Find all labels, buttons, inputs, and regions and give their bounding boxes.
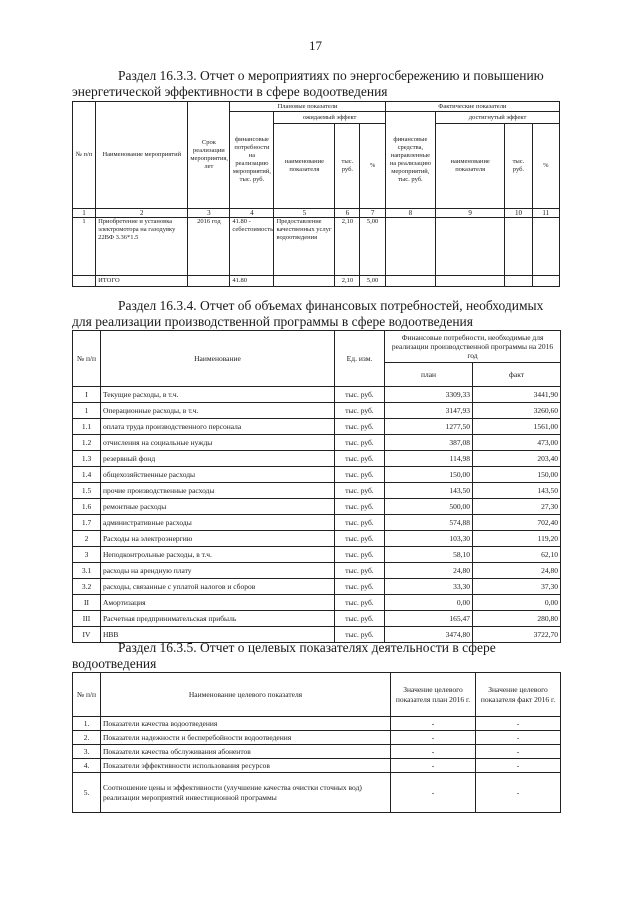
row-num: 5. xyxy=(73,773,101,813)
row-fact: 3441,90 xyxy=(473,387,561,403)
row-indicator-name: Показатели эффективности использования ресурсов xyxy=(101,759,391,773)
row-fact: 280,80 xyxy=(473,611,561,627)
row-num: 1.1 xyxy=(73,419,101,435)
header-measure-name: Наименование мероприятий xyxy=(96,102,188,209)
row-name: расходы, связанные с уплатой налогов и сборов xyxy=(101,579,335,595)
row-unit: тыс. руб. xyxy=(335,563,385,579)
row-num: 2 xyxy=(73,531,101,547)
row-plan: 3147,93 xyxy=(385,403,473,419)
row-num: I xyxy=(73,387,101,403)
header-expected-effect: ожидаемый эффект xyxy=(274,112,385,124)
row-fact: 24,80 xyxy=(473,563,561,579)
header-plan: план xyxy=(385,363,473,387)
row-plan-value: - xyxy=(391,731,476,745)
row-plan-value: - xyxy=(391,717,476,731)
row-unit: тыс. руб. xyxy=(335,435,385,451)
row-num: 1.6 xyxy=(73,499,101,515)
header-funds-spent: финансовые средства, направленные на реализацию мероприятий, тыс. руб. xyxy=(385,112,435,209)
table-row xyxy=(73,435,561,451)
header-num: № п/п xyxy=(73,331,101,387)
row-name: расходы на арендную плату xyxy=(101,563,335,579)
header-term: Срок реализации мероприятия, лет xyxy=(188,102,230,209)
row-fact-value: - xyxy=(476,759,561,773)
energy-saving-measures-table xyxy=(72,101,560,287)
measure-indicator: Предоставление качественных услуг водоотведения xyxy=(274,218,335,276)
row-plan: 114,98 xyxy=(385,451,473,467)
row-fact: 119,20 xyxy=(473,531,561,547)
col-number: 3 xyxy=(188,209,230,218)
col-number: 9 xyxy=(436,209,505,218)
row-fact-value: - xyxy=(476,731,561,745)
row-name: оплата труда производственного персонала xyxy=(101,419,335,435)
row-name: административные расходы xyxy=(101,515,335,531)
table-row xyxy=(73,515,561,531)
row-plan: 24,80 xyxy=(385,563,473,579)
row-num: 3. xyxy=(73,745,101,759)
row-unit: тыс. руб. xyxy=(335,595,385,611)
col-number: 11 xyxy=(532,209,559,218)
total-financing: 41.80 xyxy=(230,276,274,287)
row-plan-value: - xyxy=(391,773,476,813)
row-plan: 500,00 xyxy=(385,499,473,515)
row-num: 1. xyxy=(73,717,101,731)
header-fact: факт xyxy=(473,363,561,387)
table-row xyxy=(73,595,561,611)
header-thousand-rub: тыс. руб. xyxy=(335,124,360,209)
row-plan: 1277,50 xyxy=(385,419,473,435)
header-num: № п/п xyxy=(73,102,96,209)
header-percent: % xyxy=(360,124,385,209)
header-indicator-name: Наименование целевого показателя xyxy=(101,673,391,717)
section-1-heading-line-2: энергетической эффективности в сфере водоотведения xyxy=(72,84,388,99)
table-row xyxy=(73,717,561,731)
table-row xyxy=(73,579,561,595)
measure-num: 1 xyxy=(73,218,96,276)
row-num: 3.1 xyxy=(73,563,101,579)
row-name: общехозяйственные расходы xyxy=(101,467,335,483)
row-unit: тыс. руб. xyxy=(335,451,385,467)
row-plan: 165,47 xyxy=(385,611,473,627)
row-name: отчисления на социальные нужды xyxy=(101,435,335,451)
col-number: 5 xyxy=(274,209,335,218)
row-indicator-name: Показатели качества обслуживания абонентов xyxy=(101,745,391,759)
table-row xyxy=(73,531,561,547)
row-unit: тыс. руб. xyxy=(335,499,385,515)
row-plan: 143,50 xyxy=(385,483,473,499)
row-name: Операционные расходы, в т.ч. xyxy=(101,403,335,419)
row-plan: 58,10 xyxy=(385,547,473,563)
table-row xyxy=(73,731,561,745)
total-rub: 2,10 xyxy=(335,276,360,287)
table-row xyxy=(73,451,561,467)
row-fact: 62,10 xyxy=(473,547,561,563)
row-fact: 3722,70 xyxy=(473,627,561,643)
row-name: Амортизация xyxy=(101,595,335,611)
row-num: 2. xyxy=(73,731,101,745)
table-row xyxy=(73,547,561,563)
row-name: НВВ xyxy=(101,627,335,643)
table-row xyxy=(73,745,561,759)
section-3-heading-line-1: Раздел 16.3.5. Отчет о целевых показателях деятельности в сфере xyxy=(118,640,496,655)
row-fact-value: - xyxy=(476,773,561,813)
header-actual: Фактические показатели xyxy=(385,102,559,112)
header-indicator-name: наименование показателя xyxy=(274,124,335,209)
page-number: 17 xyxy=(309,38,322,53)
financial-needs-table xyxy=(72,330,561,643)
row-num: 1 xyxy=(73,403,101,419)
row-plan: 574,88 xyxy=(385,515,473,531)
header-num: № п/п xyxy=(73,673,101,717)
row-fact: 37,30 xyxy=(473,579,561,595)
header-thousand-rub-2: тыс. руб. xyxy=(505,124,532,209)
row-indicator-name: Показатели надежности и бесперебойности водоотведения xyxy=(101,731,391,745)
header-indicator-name-2: наименование показателя xyxy=(436,124,505,209)
total-percent: 5,00 xyxy=(360,276,385,287)
section-3-heading-line-2: водоотведения xyxy=(72,656,157,671)
row-unit: тыс. руб. xyxy=(335,515,385,531)
col-number: 4 xyxy=(230,209,274,218)
row-unit: тыс. руб. xyxy=(335,403,385,419)
col-number: 6 xyxy=(335,209,360,218)
row-plan: 3309,33 xyxy=(385,387,473,403)
section-2-heading-line-1: Раздел 16.3.4. Отчет об объемах финансовых потребностей, необходимых xyxy=(118,298,544,313)
row-fact: 203,40 xyxy=(473,451,561,467)
row-fact-value: - xyxy=(476,717,561,731)
table-row xyxy=(73,483,561,499)
measure-financing: 41.80 - себестоимость xyxy=(230,218,274,276)
row-fact: 3260,60 xyxy=(473,403,561,419)
header-planned: Плановые показатели xyxy=(230,102,385,112)
row-plan-value: - xyxy=(391,745,476,759)
section-2-heading-line-2: для реализации производственной программы в сфере водоотведения xyxy=(72,314,473,329)
row-unit: тыс. руб. xyxy=(335,531,385,547)
measure-term: 2016 год xyxy=(188,218,230,276)
row-name: прочие производственные расходы xyxy=(101,483,335,499)
header-financial-needs: Финансовые потребности, необходимые для реализации производственной программы на 2016 год xyxy=(385,331,561,363)
row-num: 3.2 xyxy=(73,579,101,595)
row-fact: 143,50 xyxy=(473,483,561,499)
table-row xyxy=(73,611,561,627)
row-fact: 27,30 xyxy=(473,499,561,515)
measure-rub: 2,10 xyxy=(335,218,360,276)
row-num: 1.3 xyxy=(73,451,101,467)
target-indicators-table xyxy=(72,672,561,813)
row-plan: 0,00 xyxy=(385,595,473,611)
col-number: 1 xyxy=(73,209,96,218)
row-num: 1.5 xyxy=(73,483,101,499)
row-plan: 3474,80 xyxy=(385,627,473,643)
row-unit: тыс. руб. xyxy=(335,579,385,595)
row-name: Текущие расходы, в т.ч. xyxy=(101,387,335,403)
table-row xyxy=(73,499,561,515)
section-1-heading-line-1: Раздел 16.3.3. Отчет о мероприятиях по энергосбережению и повышению xyxy=(118,68,544,83)
row-unit: тыс. руб. xyxy=(335,547,385,563)
row-num: 1.7 xyxy=(73,515,101,531)
table-row xyxy=(73,403,561,419)
row-fact-value: - xyxy=(476,745,561,759)
header-financing: финансовые потребности на реализацию мероприятий, тыс. руб. xyxy=(230,112,274,209)
row-name: резервный фонд xyxy=(101,451,335,467)
table-row xyxy=(73,759,561,773)
row-plan: 387,08 xyxy=(385,435,473,451)
row-indicator-name: Показатели качества водоотведения xyxy=(101,717,391,731)
row-num: II xyxy=(73,595,101,611)
col-number: 7 xyxy=(360,209,385,218)
row-num: 3 xyxy=(73,547,101,563)
header-plan-2016: Значение целевого показателя план 2016 г. xyxy=(391,673,476,717)
row-fact: 0,00 xyxy=(473,595,561,611)
col-number: 10 xyxy=(505,209,532,218)
row-name: Расчетная предпринимательская прибыль xyxy=(101,611,335,627)
row-unit: тыс. руб. xyxy=(335,387,385,403)
row-indicator-name: Соотношение цены и эффективности (улучшение качества очистки сточных вод) реализации мероприятий инвестиционной программы xyxy=(101,773,391,813)
row-unit: тыс. руб. xyxy=(335,483,385,499)
row-fact: 702,40 xyxy=(473,515,561,531)
row-unit: тыс. руб. xyxy=(335,467,385,483)
row-num: 1.2 xyxy=(73,435,101,451)
row-num: 4. xyxy=(73,759,101,773)
table-row xyxy=(73,387,561,403)
row-num: IV xyxy=(73,627,101,643)
table-row xyxy=(73,467,561,483)
header-achieved-effect: достигнутый эффект xyxy=(436,112,560,124)
row-plan: 150,00 xyxy=(385,467,473,483)
total-label: ИТОГО xyxy=(96,276,188,287)
column-number-row xyxy=(73,209,560,218)
row-plan: 33,30 xyxy=(385,579,473,595)
header-fact-2016: Значение целевого показателя факт 2016 г. xyxy=(476,673,561,717)
table-row xyxy=(73,563,561,579)
row-plan-value: - xyxy=(391,759,476,773)
measure-name: Приобретение и установка электромотора на газодувку 22ВФ 3.36*1.5 xyxy=(96,218,188,276)
row-unit: тыс. руб. xyxy=(335,611,385,627)
header-unit: Ед. изм. xyxy=(335,331,385,387)
row-name: Расходы на электроэнергию xyxy=(101,531,335,547)
measure-percent: 5,00 xyxy=(360,218,385,276)
row-fact: 150,00 xyxy=(473,467,561,483)
row-unit: тыс. руб. xyxy=(335,627,385,643)
row-name: Неподконтрольные расходы, в т.ч. xyxy=(101,547,335,563)
row-name: ремонтные расходы xyxy=(101,499,335,515)
col-number: 2 xyxy=(96,209,188,218)
row-plan: 103,30 xyxy=(385,531,473,547)
measure-row xyxy=(73,218,560,276)
col-number: 8 xyxy=(385,209,435,218)
total-row xyxy=(73,276,560,287)
header-name: Наименование xyxy=(101,331,335,387)
row-fact: 1561,00 xyxy=(473,419,561,435)
row-num: III xyxy=(73,611,101,627)
table-row xyxy=(73,419,561,435)
row-num: 1.4 xyxy=(73,467,101,483)
header-percent-2: % xyxy=(532,124,559,209)
table-row xyxy=(73,773,561,813)
row-unit: тыс. руб. xyxy=(335,419,385,435)
row-fact: 473,00 xyxy=(473,435,561,451)
